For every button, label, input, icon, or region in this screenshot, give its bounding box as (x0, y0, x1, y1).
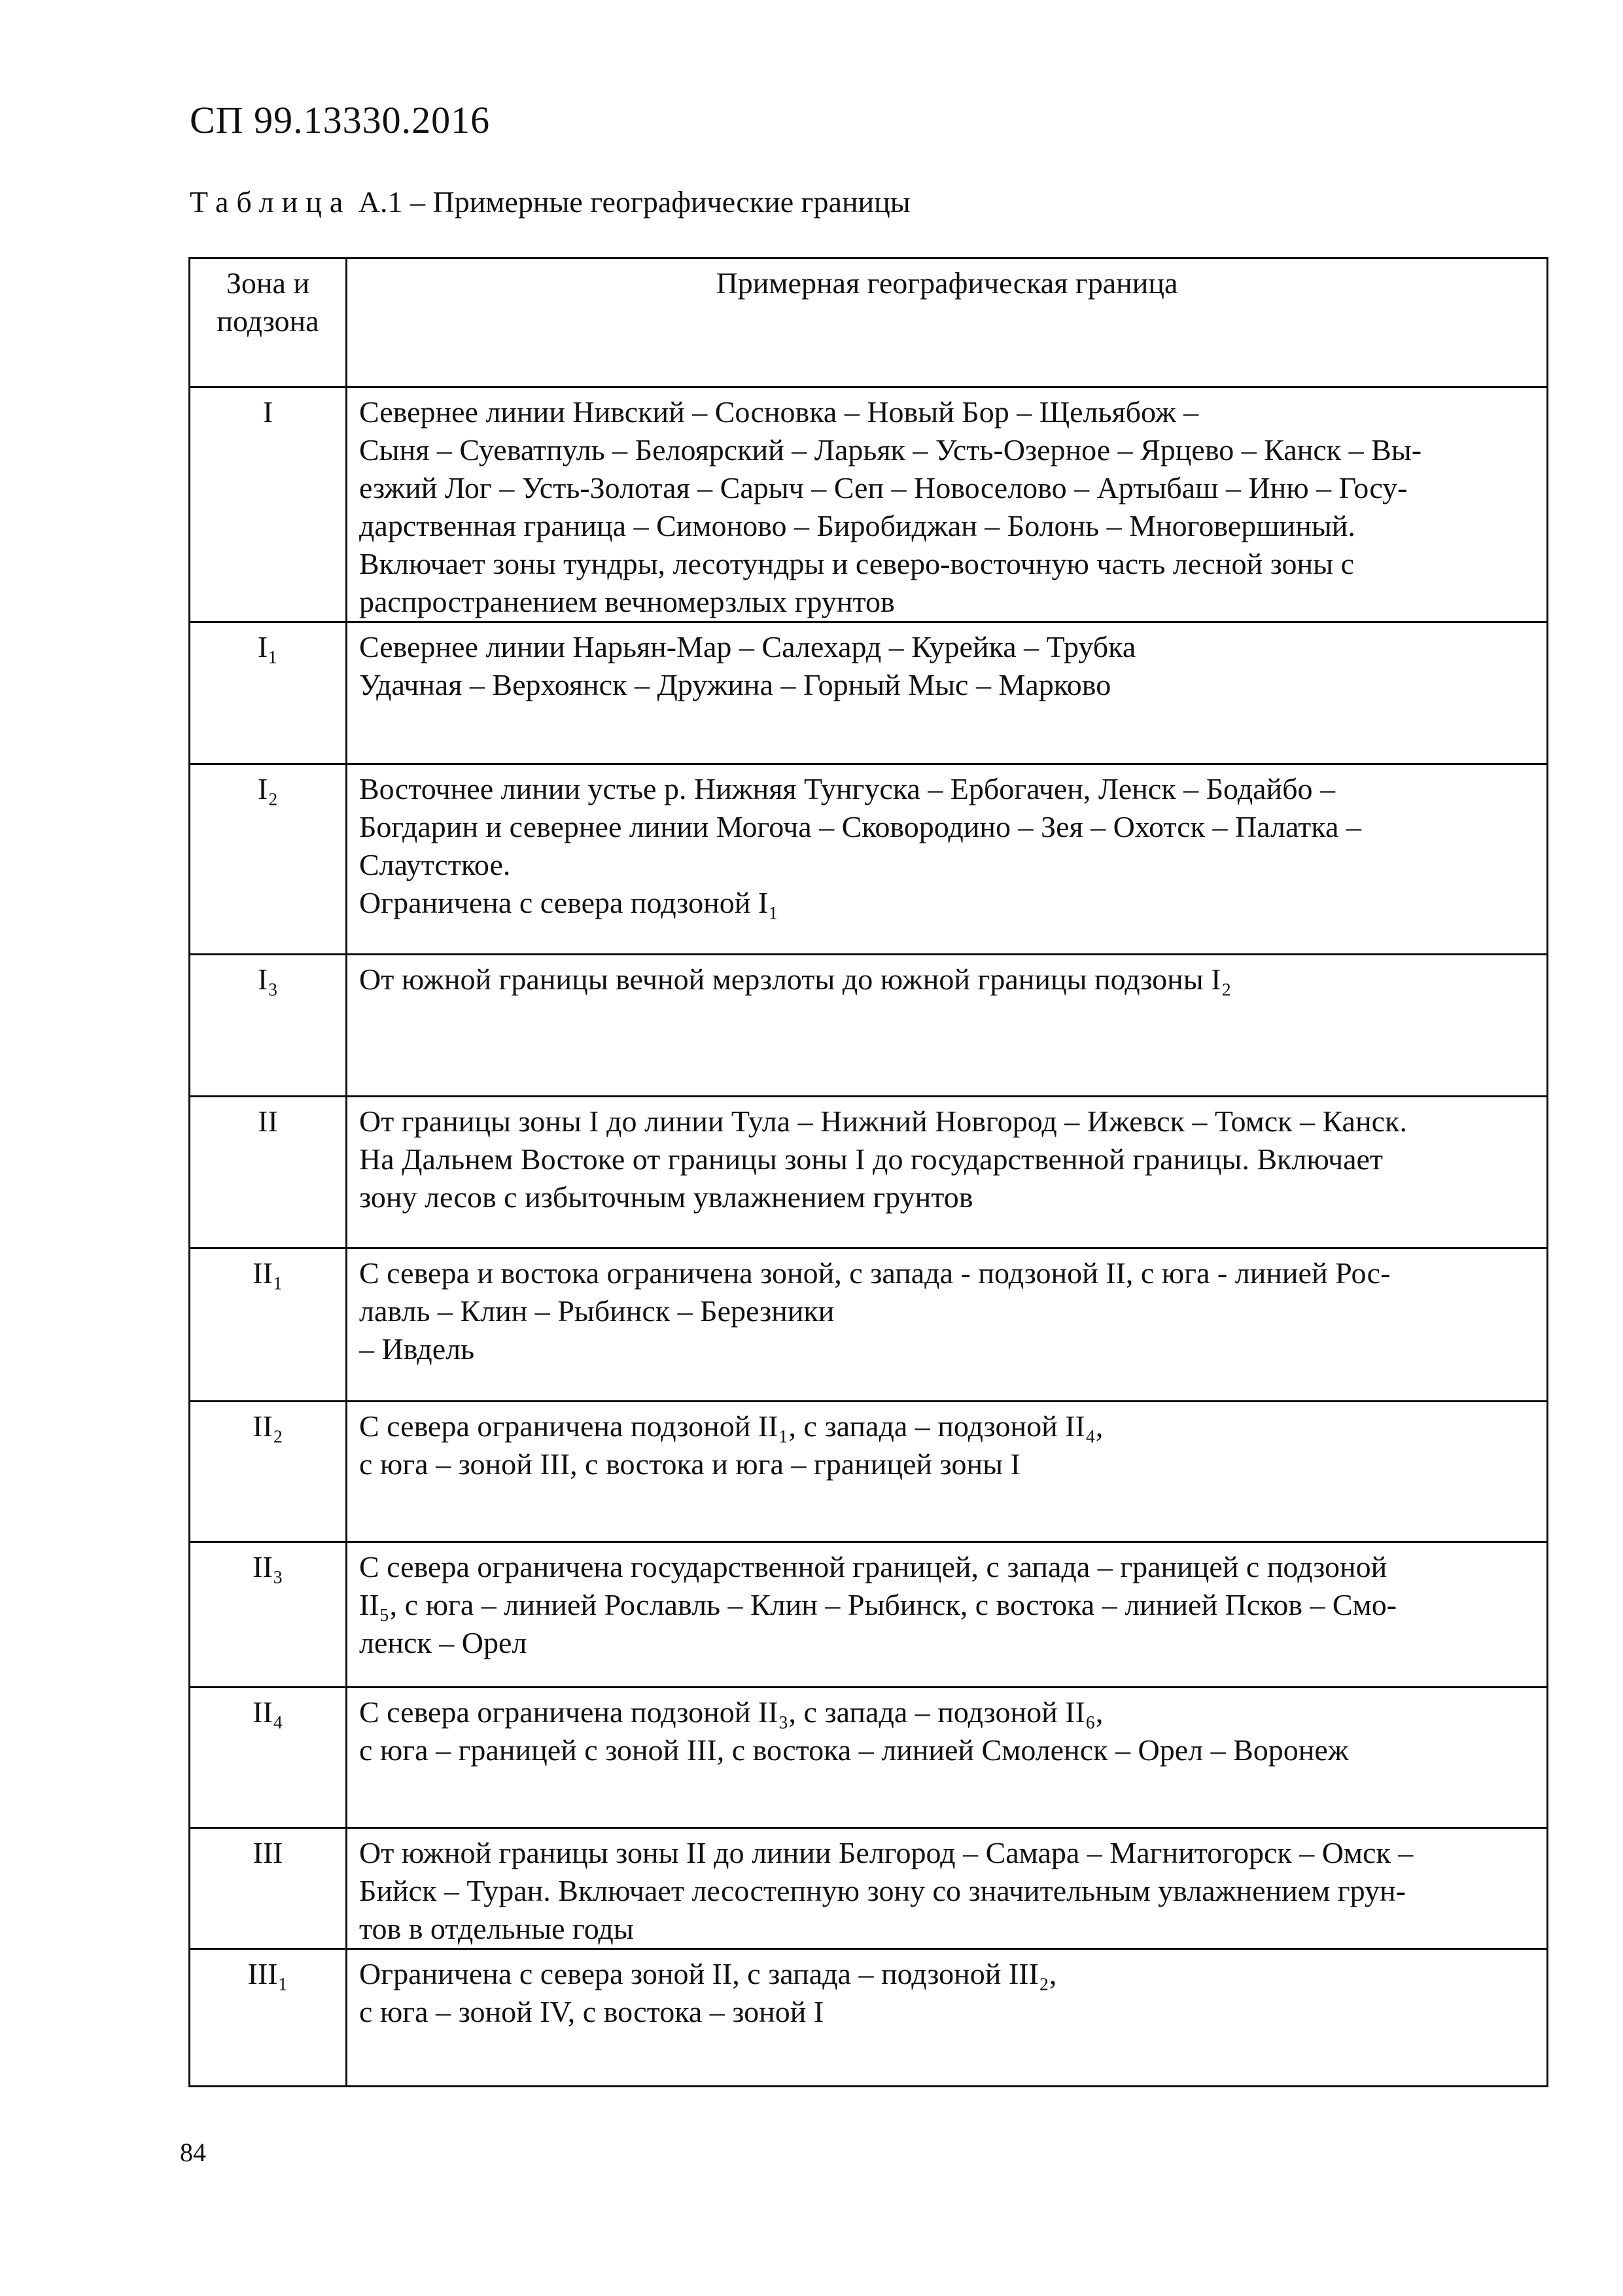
header-zone-line: Зона и (226, 266, 310, 300)
boundary-cell (347, 1248, 1548, 1402)
boundary-line: Восточнее линии устье р. Нижняя Тунгуска – Ербогачен, Ленск – Бодайбо – (359, 772, 1336, 805)
document-code: СП 99.13330.2016 (190, 99, 491, 141)
boundary-line: Богдарин и севернее линии Могоча – Сковородино – Зея – Охотск – Палатка – (359, 810, 1361, 843)
zone-cell: II₄ (190, 1687, 347, 1828)
boundary-line: С севера ограничена государственной границей, с запада – границей с подзоной (359, 1550, 1387, 1583)
boundary-cell (347, 1687, 1548, 1828)
table-row (190, 1828, 1548, 1949)
boundary-line: С севера и востока ограничена зоной, с запада - подзоной II, с юга - линией Рос- (359, 1256, 1391, 1290)
boundary-line: Бийск – Туран. Включает лесостепную зону со значительным увлажнением грун- (359, 1874, 1406, 1907)
zone-cell: II₃ (190, 1542, 347, 1687)
boundary-line: тов в отдельные годы (359, 1912, 634, 1945)
table-row (190, 1687, 1548, 1828)
boundary-cell (347, 955, 1548, 1097)
boundary-line: С севера ограничена подзоной II₁, с запада – подзоной II₄, (359, 1409, 1104, 1443)
table-caption-title: А.1 – Примерные географические границы (358, 185, 911, 219)
boundary-line: езжий Лог – Усть-Золотая – Сарыч – Сеп – Новоселово – Артыбаш – Иню – Госу- (359, 471, 1408, 504)
boundary-line: II₅, с юга – линией Рославль – Клин – Рыбинск, с востока – линией Псков – Смо- (359, 1588, 1397, 1621)
header-zone (190, 258, 347, 387)
boundary-line: лавль – Клин – Рыбинск – Березники (359, 1294, 835, 1328)
boundary-line: Севернее линии Нарьян-Мар – Салехард – Курейка – Трубка (359, 630, 1136, 663)
zone-cell: II₁ (190, 1248, 347, 1402)
boundary-line: с юга – границей с зоной III, с востока – линией Смоленск – Орел – Воронеж (359, 1733, 1349, 1767)
page-number: 84 (180, 2138, 206, 2167)
zones-table (188, 257, 1548, 2087)
boundary-cell (347, 764, 1548, 955)
zone-cell: I₃ (190, 955, 347, 1097)
table-caption-label: Таблица (190, 185, 351, 219)
header-boundary: Примерная географическая граница (347, 258, 1548, 387)
boundary-line: Сыня – Суеватпуль – Белоярский – Ларьяк – Усть-Озерное – Ярцево – Канск – Вы- (359, 433, 1422, 467)
table-header-row (190, 258, 1548, 387)
boundary-line: На Дальнем Востоке от границы зоны I до государственной границы. Включает (359, 1142, 1384, 1176)
boundary-cell (347, 1402, 1548, 1542)
boundary-line: Удачная – Верхоянск – Дружина – Горный Мыс – Марково (359, 668, 1111, 701)
boundary-line: ленск – Орел (359, 1626, 527, 1659)
boundary-line: Включает зоны тундры, лесотундры и северо-восточную часть лесной зоны с (359, 547, 1354, 580)
zone-cell: I (190, 387, 347, 622)
boundary-line: Ограничена с севера зоной II, с запада – подзоной III₂, (359, 1957, 1057, 1990)
zone-cell: I₂ (190, 764, 347, 955)
zone-cell: III (190, 1828, 347, 1949)
table-row (190, 955, 1548, 1097)
boundary-line: Слаутсткое. (359, 848, 511, 881)
boundary-line: От южной границы вечной мерзлоты до южной границы подзоны I₂ (359, 963, 1232, 996)
boundary-line: – Ивдель (359, 1332, 475, 1366)
boundary-line: От границы зоны I до линии Тула – Нижний Новгород – Ижевск – Томск – Канск. (359, 1104, 1407, 1138)
table-row (190, 764, 1548, 955)
boundary-line: Севернее линии Нивский – Сосновка – Новый Бор – Щельябож – (359, 395, 1199, 429)
table-row (190, 622, 1548, 764)
table-row (190, 1097, 1548, 1248)
table-row (190, 1949, 1548, 2087)
table-caption (190, 185, 911, 219)
boundary-cell (347, 622, 1548, 764)
table-row (190, 1248, 1548, 1402)
boundary-line: Ограничена с севера подзоной I₁ (359, 886, 779, 919)
boundary-line: с юга – зоной IV, с востока – зоной I (359, 1995, 824, 2028)
zone-cell: II₂ (190, 1402, 347, 1542)
header-zone-line: подзона (217, 304, 319, 338)
boundary-cell (347, 1542, 1548, 1687)
boundary-line: От южной границы зоны II до линии Белгород – Самара – Магнитогорск – Омск – (359, 1836, 1414, 1869)
zone-cell: I₁ (190, 622, 347, 764)
boundary-cell (347, 1097, 1548, 1248)
table-row (190, 387, 1548, 622)
table-row (190, 1402, 1548, 1542)
zone-cell: II (190, 1097, 347, 1248)
boundary-cell (347, 1828, 1548, 1949)
boundary-line: С севера ограничена подзоной II₃, с запада – подзоной II₆, (359, 1695, 1104, 1729)
boundary-line: с юга – зоной III, с востока и юга – границей зоны I (359, 1447, 1021, 1481)
table-row (190, 1542, 1548, 1687)
boundary-line: зону лесов с избыточным увлажнением грунтов (359, 1180, 973, 1214)
boundary-cell (347, 387, 1548, 622)
zone-cell: III₁ (190, 1949, 347, 2087)
boundary-line: дарственная граница – Симоново – Биробиджан – Болонь – Многовершиный. (359, 509, 1355, 542)
boundary-cell (347, 1949, 1548, 2087)
boundary-line: распространением вечномерзлых грунтов (359, 585, 895, 618)
